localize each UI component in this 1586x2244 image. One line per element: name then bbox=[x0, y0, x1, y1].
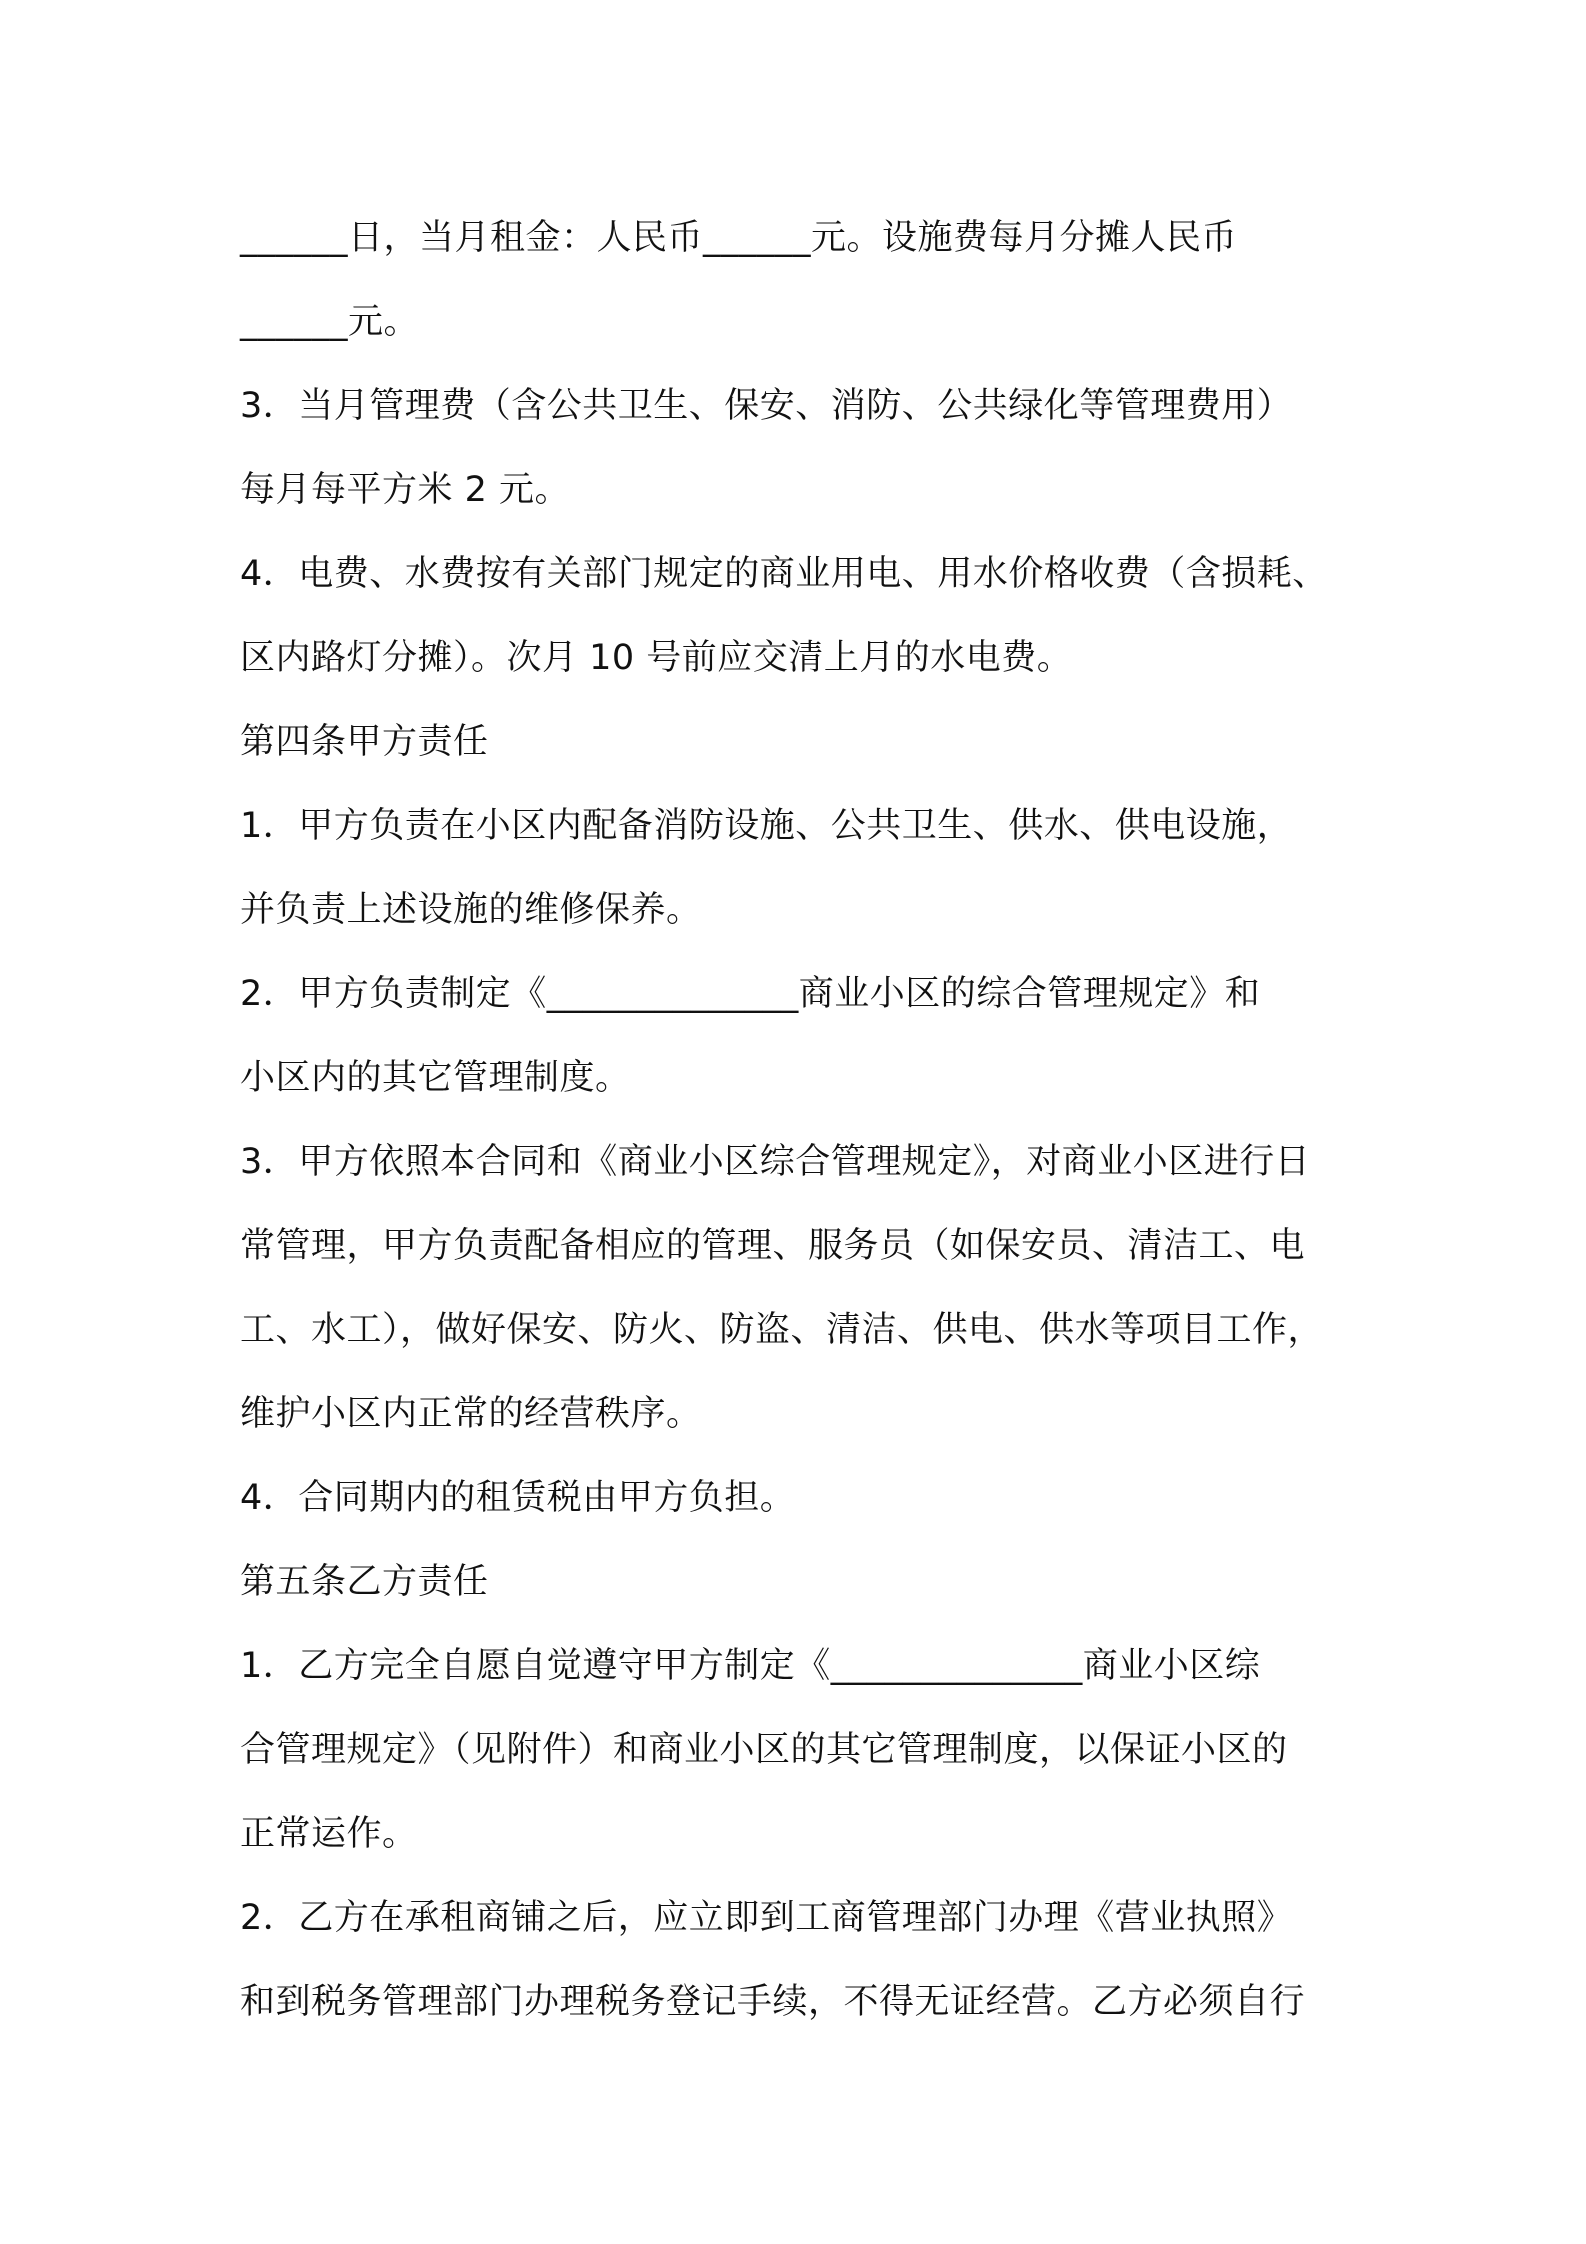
text-line: 小区内的其它管理制度。 bbox=[240, 1058, 631, 1098]
text-line: 2．乙方在承租商铺之后，应立即到工商管理部门办理《营业执照》 bbox=[240, 1898, 1293, 1938]
text-line: 2．甲方负责制定《______________商业小区的综合管理规定》和 bbox=[240, 974, 1261, 1014]
text-line: ______元。 bbox=[240, 302, 420, 342]
text-line: 工、水工），做好保安、防火、防盗、清洁、供电、供水等项目工作， bbox=[240, 1310, 1324, 1350]
text-line: 1．乙方完全自愿自觉遵守甲方制定《______________商业小区综 bbox=[240, 1646, 1261, 1686]
text-line: 维护小区内正常的经营秩序。 bbox=[240, 1394, 702, 1434]
text-line: 3．当月管理费（含公共卫生、保安、消防、公共绿化等管理费用） bbox=[240, 386, 1293, 426]
text-line: ______日，当月租金：人民币______元。设施费每月分摊人民币 bbox=[240, 218, 1238, 258]
text-line: 每月每平方米 2 元。 bbox=[240, 470, 571, 510]
text-line: 区内路灯分摊）。次月 10 号前应交清上月的水电费。 bbox=[240, 638, 1073, 678]
text-line: 正常运作。 bbox=[240, 1814, 418, 1854]
text-line: 合管理规定》（见附件）和商业小区的其它管理制度，以保证小区的 bbox=[240, 1730, 1288, 1770]
text-line: 4．电费、水费按有关部门规定的商业用电、用水价格收费（含损耗、 bbox=[240, 554, 1328, 594]
text-line: 常管理，甲方负责配备相应的管理、服务员（如保安员、清洁工、电 bbox=[240, 1226, 1306, 1266]
text-line: 和到税务管理部门办理税务登记手续，不得无证经营。乙方必须自行 bbox=[240, 1982, 1306, 2022]
text-line: 3．甲方依照本合同和《商业小区综合管理规定》，对商业小区进行日 bbox=[240, 1142, 1311, 1182]
text-line: 并负责上述设施的维修保养。 bbox=[240, 890, 702, 930]
section-heading: 第五条乙方责任 bbox=[240, 1562, 489, 1602]
section-heading: 第四条甲方责任 bbox=[240, 722, 489, 762]
text-line: 1．甲方负责在小区内配备消防设施、公共卫生、供水、供电设施， bbox=[240, 806, 1293, 846]
document-body bbox=[240, 196, 1390, 2044]
text-line: 4．合同期内的租赁税由甲方负担。 bbox=[240, 1478, 796, 1518]
